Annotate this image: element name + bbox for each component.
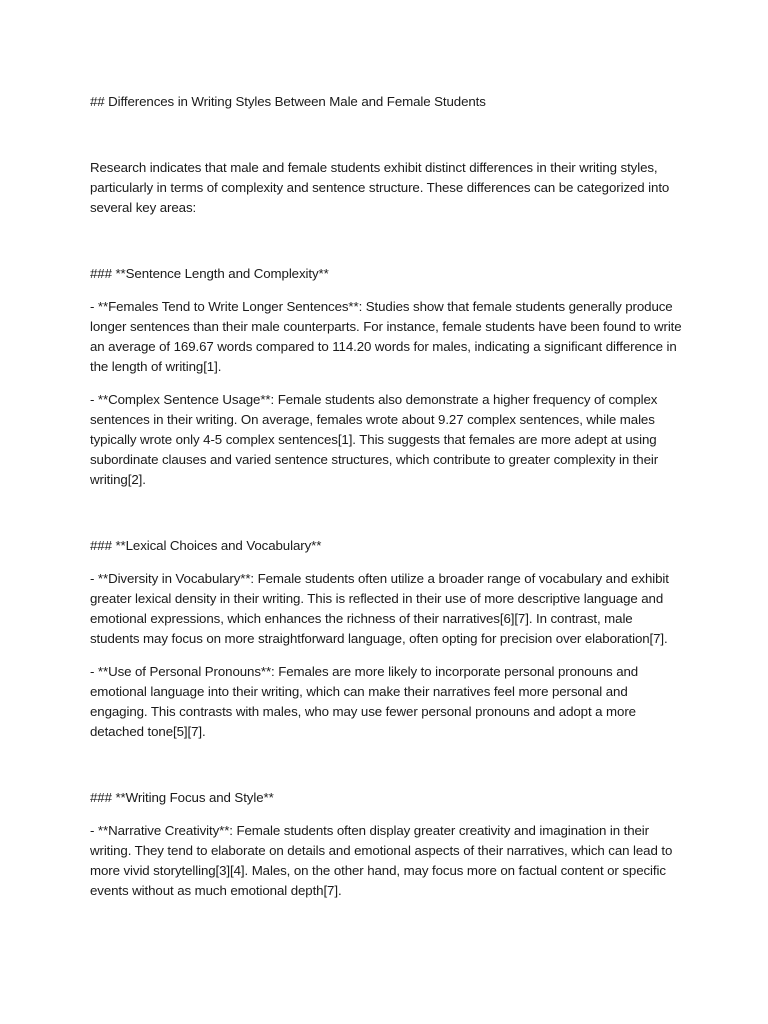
bullet-diversity-vocabulary: - **Diversity in Vocabulary**: Female students often utilize a broader range of vocabulary and exhibit greater lexical density in their writing. This is reflected in their use of more descriptive language and emotional expressions, which enhances the richness of their narratives[6][7]. In contrast, male students may focus on more straightforward language, often opting for precision over elaboration[7]. xyxy=(90,571,669,646)
section-heading-sentence-length: ### **Sentence Length and Complexity** xyxy=(90,266,329,281)
document-body xyxy=(90,92,682,914)
bullet-longer-sentences: - **Females Tend to Write Longer Sentences**: Studies show that female students generally produce longer sentences than their male counterparts. For instance, female students have been found to write an average of 169.67 words compared to 114.20 words for males, indicating a significant difference in the length of writing[1]. xyxy=(90,299,682,374)
intro-paragraph: Research indicates that male and female students exhibit distinct differences in their writing styles, particularly in terms of complexity and sentence structure. These differences can be categorized into several key areas: xyxy=(90,160,670,215)
section-heading-writing-focus: ### **Writing Focus and Style** xyxy=(90,790,274,805)
section-heading-lexical-choices: ### **Lexical Choices and Vocabulary** xyxy=(90,538,322,553)
document-title: ## Differences in Writing Styles Between Male and Female Students xyxy=(90,94,486,109)
bullet-narrative-creativity: - **Narrative Creativity**: Female students often display greater creativity and imagination in their writing. They tend to elaborate on details and emotional aspects of their narratives, which can lead to more vivid storytelling[3][4]. Males, on the other hand, may focus more on factual content or specific events without as much emotional depth[7]. xyxy=(90,823,673,898)
bullet-complex-sentence-usage: - **Complex Sentence Usage**: Female students also demonstrate a higher frequency of complex sentences in their writing. On average, females wrote about 9.27 complex sentences, while males typically wrote only 4-5 complex sentences[1]. This suggests that females are more adept at using subordinate clauses and varied sentence structures, which contribute to greater complexity in their writing[2]. xyxy=(90,392,659,487)
bullet-personal-pronouns: - **Use of Personal Pronouns**: Females are more likely to incorporate personal pronouns and emotional language into their writing, which can make their narratives feel more personal and engaging. This contrasts with males, who may use fewer personal pronouns and adopt a more detached tone[5][7]. xyxy=(90,664,639,739)
